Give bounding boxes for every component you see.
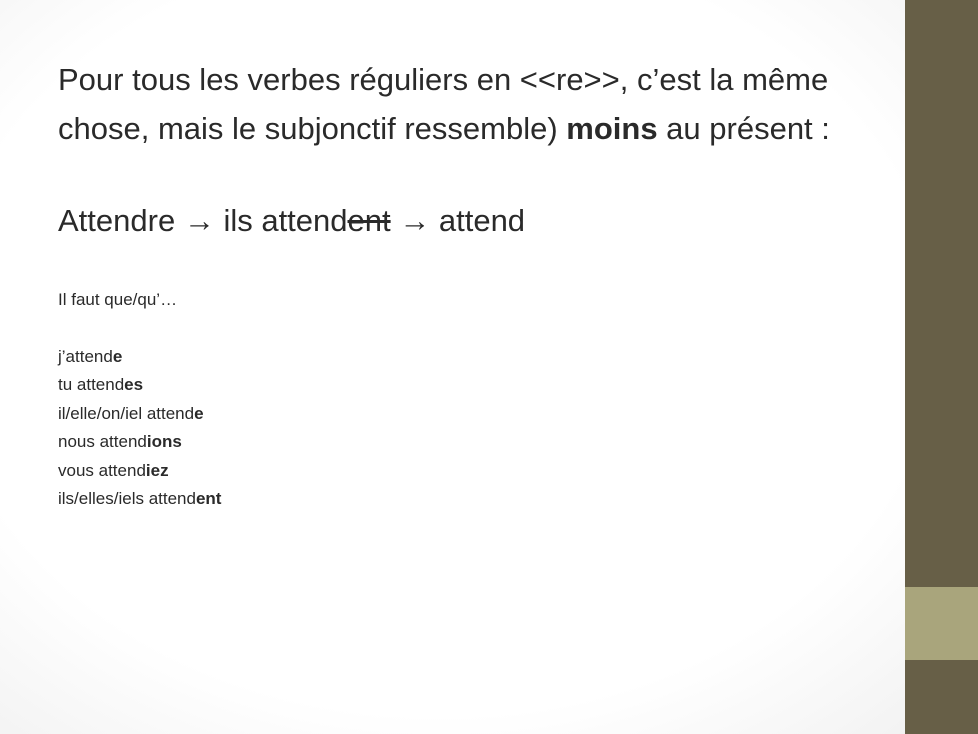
conjugation-item [58, 428, 898, 457]
conjugation-stem: tu attend [58, 375, 125, 394]
slide-content [58, 55, 898, 514]
conjugation-stem: j’attend [58, 346, 113, 366]
conjugation-stem: il/elle/on/iel attend [58, 403, 195, 423]
conjugation-item [58, 343, 898, 372]
conjugation-item [58, 400, 898, 429]
conjugation-item [58, 371, 898, 400]
conjugation-list [58, 343, 898, 514]
conjugation-stem: vous attend [58, 460, 146, 480]
conjugation-ending: ent [195, 489, 222, 508]
conjugation-ending: es [124, 375, 144, 394]
arrow-icon: → [175, 203, 224, 238]
arrow-icon: → [390, 203, 439, 238]
conjugation-ending: ions [146, 432, 182, 451]
conjugation-item [58, 457, 898, 486]
sidebar-accent-block [905, 587, 978, 660]
example-verb: Attendre [58, 203, 176, 238]
conjugation-stem: nous attend [58, 432, 147, 451]
example-line [58, 201, 898, 241]
conjugation-ending: e [112, 346, 123, 366]
intro-line: Il faut que/qu’… [58, 290, 178, 309]
slide-heading [58, 55, 898, 153]
struck-ending: ent [347, 203, 391, 238]
heading-bold-word: moins [566, 111, 658, 146]
heading-text-end: au présent : [657, 111, 830, 146]
conjugation-item [58, 485, 898, 514]
conjugation-ending: iez [145, 460, 169, 480]
conjugation-ending: e [194, 403, 204, 423]
example-stem: ils attend [223, 203, 348, 238]
conjugation-stem: ils/elles/iels attend [58, 489, 196, 508]
example-result: attend [438, 203, 526, 238]
heading-text: Pour tous les verbes réguliers en <<re>>, c’est la même chose, mais le subjonctif ressemble) [58, 62, 829, 146]
